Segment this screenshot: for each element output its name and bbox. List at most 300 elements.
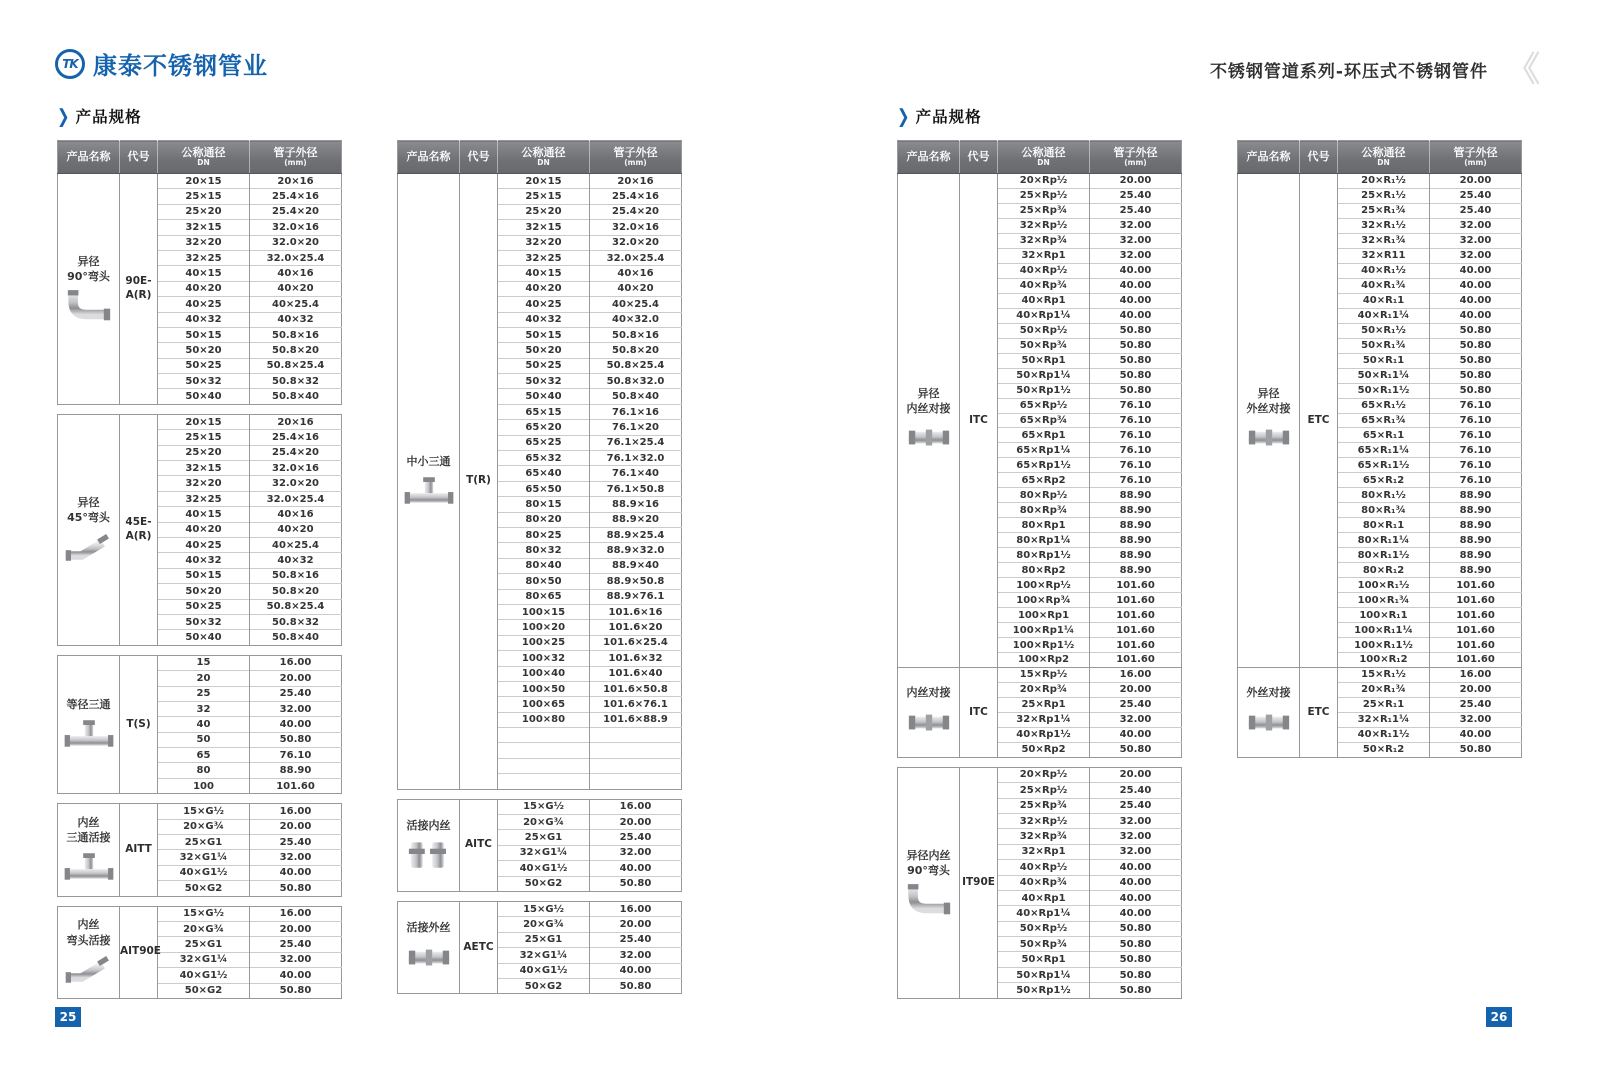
dn-cell: 80×65 [498,589,590,604]
product-name-cell [58,414,120,645]
dn-cell: 40×Rp1¼ [998,308,1090,323]
dn-cell: 65×25 [498,435,590,450]
dn-cell: 40×20 [498,281,590,296]
dn-cell: 32×G1¼ [158,850,250,865]
dn-cell: 80×Rp1 [998,518,1090,533]
dn-cell: 100×Rp1 [998,608,1090,623]
od-cell: 76.10 [1430,428,1522,443]
od-cell: 50.80 [1430,368,1522,383]
dn-cell: 20×Rp½ [998,767,1090,782]
od-cell: 25.4×16 [250,189,342,204]
dn-cell: 25×R₁¾ [1338,203,1430,218]
spec-row [398,901,682,916]
col-header-dn: 公称通径 DN [1338,141,1430,174]
dn-cell: 20×Rp½ [998,174,1090,189]
dn-cell: 32×25 [158,491,250,506]
dn-cell: 50×Rp1½ [998,383,1090,398]
union-male-icon [402,939,456,975]
od-cell: 76.1×50.8 [590,481,682,496]
female-adapter-icon [902,704,956,740]
spec-row [898,767,1182,782]
dn-cell: 50×Rp1¼ [998,967,1090,982]
od-cell: 50.80 [1090,368,1182,383]
od-cell: 40.00 [1090,890,1182,905]
dn-cell: 32×R₁1¼ [1338,712,1430,727]
od-cell: 76.10 [1430,443,1522,458]
product-name-cell [58,906,120,998]
col-header-code: 代号 [120,141,158,174]
dn-cell: 40×Rp1 [998,890,1090,905]
od-cell: 32.0×16 [250,461,342,476]
dn-cell: 80 [158,763,250,778]
od-cell: 40×32 [250,312,342,327]
product-code-cell [120,906,161,998]
od-cell: 20.00 [1090,174,1182,189]
dn-cell: 65×Rp¾ [998,413,1090,428]
od-cell: 50.8×32.0 [590,374,682,389]
dn-cell: 25×15 [158,189,250,204]
table-header-row [58,141,342,174]
od-cell [590,774,682,789]
dn-cell: 25×15 [498,189,590,204]
od-cell: 88.90 [1430,518,1522,533]
dn-cell: 25×G1 [158,835,250,850]
dn-cell: 15×R₁½ [1338,667,1430,682]
od-cell: 40.00 [1090,278,1182,293]
dn-cell: 80×15 [498,497,590,512]
od-cell: 16.00 [590,901,682,916]
od-cell: 101.60 [1430,593,1522,608]
dn-cell: 20×G¾ [498,815,590,830]
od-cell: 32.0×25.4 [250,491,342,506]
od-cell: 76.10 [1090,398,1182,413]
od-cell: 25.40 [1430,188,1522,203]
product-name-cell [58,174,120,405]
dn-cell: 40×15 [498,266,590,281]
od-cell: 101.60 [1430,578,1522,593]
od-cell: 40.00 [1430,308,1522,323]
dn-cell: 50×R₁¾ [1338,338,1430,353]
od-cell: 40.00 [590,861,682,876]
od-cell: 76.10 [1090,428,1182,443]
od-cell: 101.60 [1430,608,1522,623]
product-name: 异径内丝 90°弯头 [906,848,951,878]
spec-table [57,803,342,896]
product-code: 45E- A(R) [125,516,152,542]
product-section [58,655,342,794]
od-cell: 76.10 [1430,458,1522,473]
dn-cell: 65 [158,748,250,763]
dn-cell: 50×G2 [158,983,250,998]
dn-cell: 15×G½ [158,804,250,819]
od-cell: 50.80 [1090,383,1182,398]
product-code-cell [960,767,998,998]
col-header-product: 产品名称 [1238,141,1300,174]
od-cell: 40×16 [250,266,342,281]
product-section [58,804,342,896]
od-cell: 101.60 [1090,608,1182,623]
od-cell: 76.10 [1090,473,1182,488]
dn-cell: 50×Rp¾ [998,338,1090,353]
od-cell [590,743,682,758]
dn-cell: 15×G½ [498,799,590,814]
od-cell: 20.00 [250,671,342,686]
table-header-row [898,141,1182,174]
series-title: 不锈钢管道系列-环压式不锈钢管件 [1209,62,1488,82]
od-cell: 50.80 [1430,742,1522,757]
dn-cell: 50×G2 [158,881,250,896]
dn-cell: 50×25 [158,358,250,373]
dn-cell: 20×15 [158,174,250,189]
od-cell: 32.00 [250,952,342,967]
od-cell: 32.00 [1430,248,1522,263]
chevron-right-icon: ❯ [57,104,70,128]
reducing-45-elbow-icon [62,529,116,565]
col-header-code: 代号 [1300,141,1338,174]
od-cell: 50.80 [250,732,342,747]
od-cell: 50.8×32 [250,614,342,629]
dn-cell: 50×R₁1½ [1338,383,1430,398]
spec-row [898,667,1182,682]
product-section [58,174,342,405]
od-cell: 25.40 [1090,203,1182,218]
dn-cell: 50×40 [498,389,590,404]
product-name: 外丝对接 [1246,686,1291,700]
dn-cell: 80×50 [498,574,590,589]
dn-cell: 32×Rp¾ [998,829,1090,844]
dn-cell: 40×25 [158,297,250,312]
spec-row [58,414,342,429]
dn-cell: 100×50 [498,681,590,696]
col-header-product: 产品名称 [898,141,960,174]
product-name: 异径 外丝对接 [1246,386,1291,415]
dn-cell: 40×Rp1¼ [998,906,1090,921]
product-name: 异径 90°弯头 [67,255,110,284]
dn-cell: 32×15 [158,461,250,476]
product-code: 90E- A(R) [125,275,152,301]
od-cell: 32.00 [590,948,682,963]
col-header-product: 产品名称 [398,141,460,174]
dn-cell: 32×G1¼ [498,845,590,860]
dn-cell: 20×15 [498,174,590,189]
od-cell: 88.9×76.1 [590,589,682,604]
dn-cell: 100×R₁2 [1338,653,1430,668]
dn-cell: 50×Rp1½ [998,983,1090,998]
od-cell: 88.90 [1430,548,1522,563]
od-cell: 32.00 [1090,248,1182,263]
od-cell: 20.00 [250,921,342,936]
col-header-dn: 公称通径 DN [498,141,590,174]
dn-cell: 80×25 [498,527,590,542]
dn-cell: 80×Rp1½ [998,548,1090,563]
dn-cell: 40×G1½ [158,865,250,880]
dn-cell: 50×20 [158,343,250,358]
od-cell: 32.00 [1090,844,1182,859]
page-number-left: 25 [55,1007,81,1027]
dn-cell: 65×R₁¾ [1338,413,1430,428]
dn-cell [498,758,590,773]
dn-cell: 15×Rp½ [998,667,1090,682]
od-cell: 32.00 [1090,813,1182,828]
dn-cell: 100×R₁1 [1338,608,1430,623]
reducing-female-90-elbow-icon [902,882,956,918]
od-cell: 50.80 [590,876,682,891]
od-cell: 20.00 [1090,767,1182,782]
dn-cell: 20×R₁½ [1338,174,1430,189]
product-code: AETC [463,940,494,953]
od-cell: 25.40 [590,932,682,947]
od-cell: 88.90 [250,763,342,778]
reducing-male-adapter-icon [1242,419,1296,455]
od-cell: 32.0×16 [590,220,682,235]
dn-cell: 25 [158,686,250,701]
od-cell: 32.0×25.4 [250,250,342,265]
spec-table-column-3 [897,140,1181,1008]
spec-row [58,804,342,819]
dn-cell: 65×Rp2 [998,473,1090,488]
dn-cell: 32×G1¼ [498,948,590,963]
product-name: 中小三通 [406,455,451,469]
od-cell: 40×25.4 [250,537,342,552]
dn-cell: 40×15 [158,266,250,281]
table-header-row [1238,141,1522,174]
product-code: AIT90E [120,945,161,958]
col-header-od: 管子外径 (mm) [590,141,682,174]
dn-cell: 40×R₁1½ [1338,727,1430,742]
od-cell: 88.90 [1430,563,1522,578]
dn-cell: 100 [158,778,250,793]
female-union-elbow-icon [62,951,116,987]
dn-cell: 100×40 [498,666,590,681]
product-name: 内丝对接 [906,686,951,700]
od-cell: 20.00 [250,819,342,834]
od-cell: 20×16 [590,174,682,189]
dn-cell: 32×15 [498,220,590,235]
dn-cell: 32×20 [498,235,590,250]
od-cell: 50.80 [1430,323,1522,338]
od-cell: 50.80 [1090,338,1182,353]
dn-cell: 40×R₁¾ [1338,278,1430,293]
product-code: IT90E [962,875,995,888]
dn-cell: 25×Rp½ [998,188,1090,203]
dn-cell: 50×32 [158,614,250,629]
od-cell: 50.8×25.4 [590,358,682,373]
spec-row [58,906,342,921]
spec-table [397,140,682,790]
dn-cell: 40×Rp¾ [998,875,1090,890]
od-cell: 88.9×20 [590,512,682,527]
dn-cell: 25×G1 [498,932,590,947]
od-cell: 25.40 [1090,697,1182,712]
dn-cell: 65×Rp1½ [998,458,1090,473]
od-cell: 50.8×40 [590,389,682,404]
product-code-cell [960,667,998,757]
dn-cell: 25×Rp1 [998,697,1090,712]
od-cell: 20.00 [590,815,682,830]
od-cell: 32.00 [1430,218,1522,233]
od-cell: 25.40 [250,686,342,701]
od-cell: 20.00 [1430,174,1522,189]
od-cell: 50.80 [1090,921,1182,936]
dn-cell: 32×20 [158,235,250,250]
od-cell: 88.90 [1430,533,1522,548]
product-section [1238,174,1522,668]
od-cell: 40.00 [250,968,342,983]
col-header-product: 产品名称 [58,141,120,174]
dn-cell: 65×Rp1¼ [998,443,1090,458]
od-cell: 76.10 [1430,398,1522,413]
od-cell: 50.8×25.4 [250,358,342,373]
product-name: 内丝 三通活接 [66,816,111,845]
chevron-right-icon: ❯ [897,104,910,128]
dn-cell: 25×20 [158,445,250,460]
od-cell: 40.00 [250,865,342,880]
dn-cell: 40×Rp1 [998,293,1090,308]
product-code-cell [120,174,158,405]
od-cell: 76.10 [1090,458,1182,473]
spec-row [398,799,682,814]
dn-cell: 20×Rp¾ [998,682,1090,697]
od-cell: 32.00 [1090,233,1182,248]
product-name-cell [58,804,120,896]
dn-cell: 15×G½ [158,906,250,921]
od-cell: 88.90 [1090,488,1182,503]
od-cell: 50.8×16 [250,327,342,342]
dn-cell: 50×25 [158,599,250,614]
dn-cell: 32×R₁½ [1338,218,1430,233]
od-cell: 101.6×50.8 [590,681,682,696]
product-code-cell [1300,667,1338,757]
dn-cell: 32×R11 [1338,248,1430,263]
dn-cell: 50×G2 [498,876,590,891]
spec-table-column-4 [1237,140,1521,767]
dn-cell: 100×R₁½ [1338,578,1430,593]
spec-row [58,655,342,670]
dn-cell: 40×15 [158,507,250,522]
spec-table [57,906,342,999]
dn-cell: 25×Rp½ [998,783,1090,798]
product-code-cell [460,174,498,790]
product-section [398,901,682,993]
spec-table [897,767,1182,999]
od-cell: 32.0×20 [590,235,682,250]
col-header-code: 代号 [960,141,998,174]
dn-cell: 50 [158,732,250,747]
product-name: 等径三通 [66,698,111,712]
dn-cell: 50×40 [158,630,250,645]
od-cell: 101.60 [1090,593,1182,608]
od-cell: 20.00 [1090,682,1182,697]
od-cell: 25.40 [250,835,342,850]
spec-table [57,414,342,646]
od-cell: 32.0×20 [250,476,342,491]
od-cell: 20×16 [250,174,342,189]
od-cell: 32.0×16 [250,220,342,235]
od-cell: 20.00 [590,917,682,932]
product-code-cell [460,799,498,891]
od-cell: 40.00 [1430,293,1522,308]
od-cell: 50.8×16 [590,327,682,342]
spec-table-column-2 [397,140,681,1003]
od-cell: 76.1×16 [590,404,682,419]
od-cell: 76.1×40 [590,466,682,481]
dn-cell: 80×Rp½ [998,488,1090,503]
spec-row [1238,667,1522,682]
dn-cell: 32×Rp1 [998,248,1090,263]
od-cell: 32.00 [1430,712,1522,727]
col-header-od: 管子外径 (mm) [250,141,342,174]
od-cell: 88.9×32.0 [590,543,682,558]
od-cell: 88.90 [1430,503,1522,518]
dn-cell: 25×20 [158,204,250,219]
dn-cell: 80×20 [498,512,590,527]
od-cell: 50.80 [1090,323,1182,338]
od-cell: 25.4×16 [590,189,682,204]
dn-cell: 50×R₁½ [1338,323,1430,338]
product-code-cell [120,804,158,896]
od-cell: 101.6×20 [590,620,682,635]
od-cell: 40×32.0 [590,312,682,327]
col-header-dn: 公称通径 DN [158,141,250,174]
od-cell [590,728,682,743]
product-name-cell [898,174,960,668]
dn-cell: 20×15 [158,414,250,429]
od-cell: 88.90 [1090,503,1182,518]
od-cell: 40.00 [1090,308,1182,323]
od-cell: 76.1×25.4 [590,435,682,450]
od-cell: 32.00 [250,850,342,865]
od-cell: 25.4×16 [250,430,342,445]
od-cell: 25.40 [1090,783,1182,798]
od-cell: 40×20 [590,281,682,296]
dn-cell: 80×Rp1¼ [998,533,1090,548]
od-cell: 50.80 [250,881,342,896]
dn-cell: 15×G½ [498,901,590,916]
spec-table-column-1 [57,140,341,1008]
dn-cell: 25×15 [158,430,250,445]
product-code: ITC [969,413,988,426]
spec-row [58,174,342,189]
od-cell: 40.00 [1090,293,1182,308]
dn-cell [498,743,590,758]
product-name-cell [398,174,460,790]
dn-cell: 50×40 [158,389,250,404]
product-section [398,799,682,891]
dn-cell: 65×20 [498,420,590,435]
od-cell: 50.80 [1090,742,1182,757]
dn-cell: 40×R₁½ [1338,263,1430,278]
spec-row [1238,174,1522,189]
dn-cell: 32×Rp¾ [998,233,1090,248]
od-cell: 32.0×20 [250,235,342,250]
od-cell: 40×32 [250,553,342,568]
dn-cell: 50×20 [498,343,590,358]
col-header-od: 管子外径 (mm) [1090,141,1182,174]
dn-cell: 32 [158,701,250,716]
dn-cell: 65×Rp½ [998,398,1090,413]
od-cell: 32.00 [250,701,342,716]
dn-cell: 50×32 [498,374,590,389]
dn-cell: 25×G1 [158,937,250,952]
dn-cell: 50×15 [498,327,590,342]
od-cell [590,758,682,773]
od-cell: 76.10 [1090,443,1182,458]
dn-cell: 32×Rp1¼ [998,712,1090,727]
product-name: 活接内丝 [406,819,451,833]
dn-cell: 40×R₁1 [1338,293,1430,308]
dn-cell: 15 [158,655,250,670]
dn-cell: 32×R₁¾ [1338,233,1430,248]
